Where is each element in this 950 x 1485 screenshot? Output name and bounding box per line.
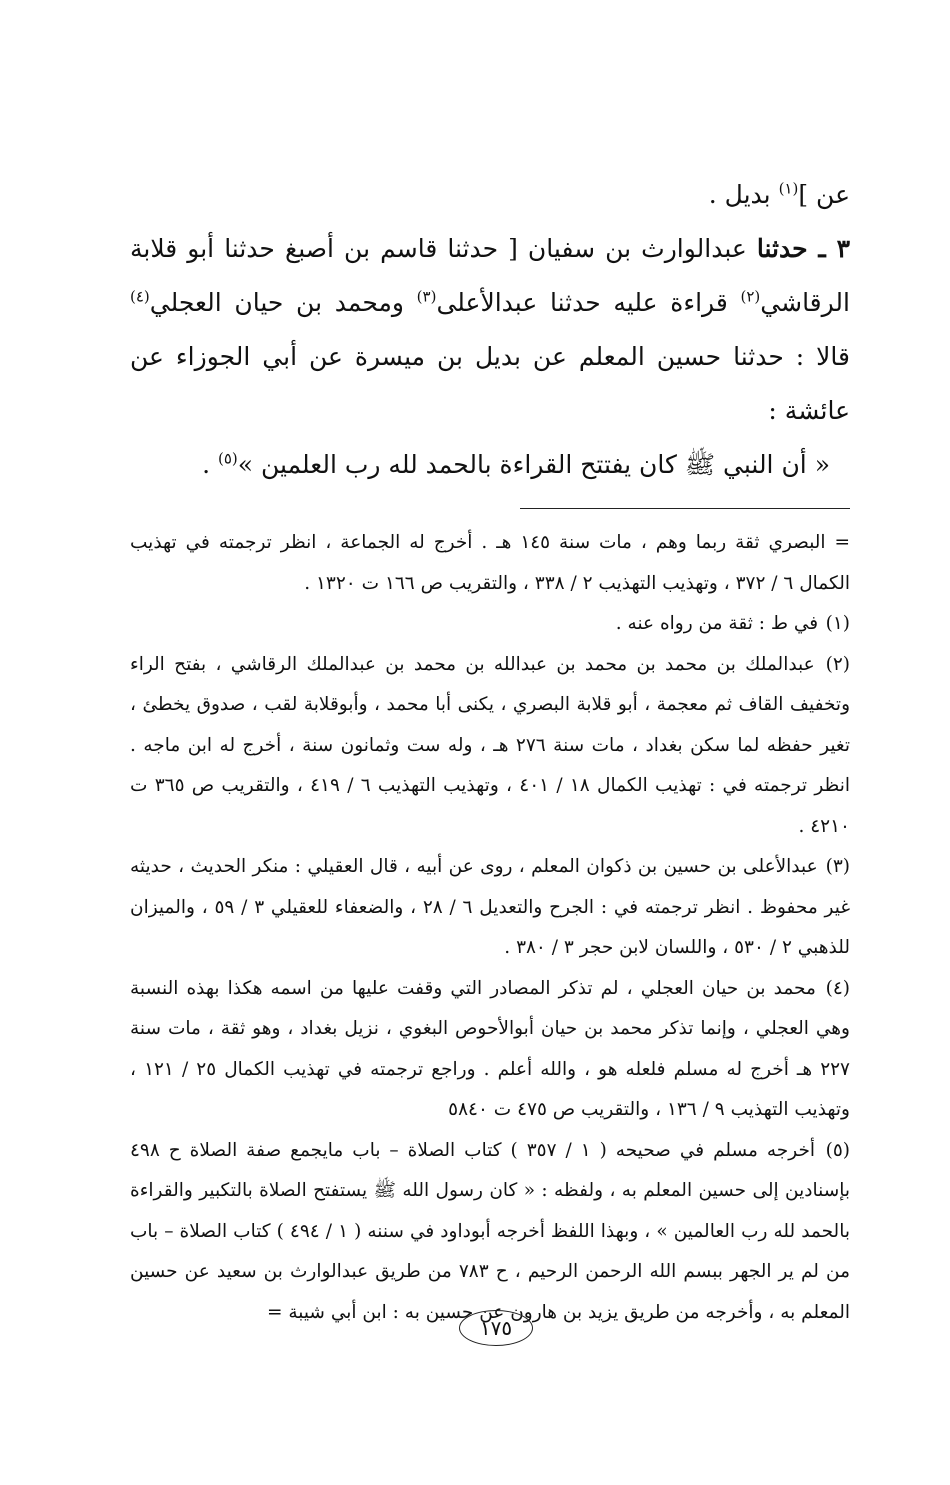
page-number: ١٧٥ (459, 1310, 533, 1346)
footnote-separator (520, 508, 850, 509)
footnote-ref-2: (٢) (740, 287, 761, 306)
footnote-ref-4: (٤) (130, 287, 150, 306)
footnote-continuation (130, 523, 850, 604)
footnote-ref-3: (٣) (416, 287, 437, 306)
footnote-5 (130, 1131, 850, 1334)
footnote-2 (130, 645, 850, 848)
footnote-number: (٢) (825, 653, 850, 675)
page-content (130, 168, 850, 1333)
footnote-1 (130, 604, 850, 645)
para-d: قالا : حدثنا حسين المعلم عن بديل بن ميسرة عن أبي الجوزاء عن عائشة : (130, 342, 850, 425)
footnote-text: في ط : ثقة من رواه عنه . (615, 613, 819, 634)
footnote-text: عبدالأعلى بن حسين بن ذكوان المعلم ، روى عن أبيه ، قال العقيلي : منكر الحديث ، حديثه غير محفوظ . انظر ترجمته في : الجرح والتعديل ٦ / ٢٨ ، والضعفاء للعقيلي ٣ / ٥٩ ، والميزان للذهبي ٢ / ٥٣٠ ، واللسان لابن حجر ٣ / ٣٨٠ . (130, 856, 850, 958)
hadith-heading: ٣ ـ حدثنا (756, 234, 850, 263)
footnote-ref-1: (١) (778, 179, 799, 198)
main-line-1 (130, 168, 850, 222)
line1-text: عن ] (798, 180, 850, 209)
para-c: ومحمد بن حيان العجلي (149, 288, 417, 317)
quote-text: « أن النبي ﷺ كان يفتتح القراءة بالحمد لله رب العلمين » (237, 450, 830, 479)
footnote-4 (130, 969, 850, 1131)
para-b: قراءة عليه حدثنا عبدالأعلى (436, 288, 741, 317)
footnote-text: محمد بن حيان العجلي ، لم تذكر المصادر التي وقفت عليها من اسمه هكذا بهذه النسبة وهي العجلي ، وإنما تذكر محمد بن حيان أبوالأحوص البغوي ، نزيل بغداد ، وهو ثقة ، مات سنة ٢٢٧ هـ أخرج له مسلم فلعله هو ، والله أعلم . وراجع ترجمته في تهذيب الكمال ٢٥ / ١٢١ ، وتهذيب التهذيب ٩ / ١٣٦ ، والتقريب ص ٤٧٥ ت ٥٨٤٠ (130, 977, 850, 1120)
line1-rest: بديل . (708, 180, 779, 209)
footnote-number: (٤) (825, 977, 850, 999)
footnotes (130, 523, 850, 1333)
footnote-number: (٣) (825, 856, 850, 877)
hadith-paragraph (130, 222, 850, 438)
para-a: عبدالوارث بن سفيان [ حدثنا قاسم بن أصبغ حدثنا أبو قلابة الرقاشي (130, 234, 850, 317)
footnote-ref-5: (٥) (217, 449, 238, 468)
footnote-cont-text: = البصري ثقة ربما وهم ، مات سنة ١٤٥ هـ . أخرج له الجماعة ، انظر ترجمته في تهذيب الكمال ٦ / ٣٧٢ ، وتهذيب التهذيب ٢ / ٣٣٨ ، والتقريب ص ١٦٦ ت ١٣٢٠ . (130, 532, 850, 594)
quote-end: . (202, 450, 218, 479)
main-text (130, 168, 850, 492)
footnote-number: (١) (825, 613, 850, 634)
hadith-quote (130, 438, 850, 492)
footnote-number: (٥) (825, 1139, 850, 1161)
footnote-text: عبدالملك بن محمد بن محمد بن عبدالله بن محمد بن عبدالملك الرقاشي ، بفتح الراء وتخفيف القاف ثم معجمة ، أبو قلابة البصري ، يكنى أبا محمد ، وأبوقلابة لقب ، صدوق يخطئ ، تغير حفظه لما سكن بغداد ، مات سنة ٢٧٦ هـ ، وله ست وثمانون سنة ، أخرج له ابن ماجه . انظر ترجمته في : تهذيب الكمال ١٨ / ٤٠١ ، وتهذيب التهذيب ٦ / ٤١٩ ، والتقريب ص ٣٦٥ ت ٤٢١٠ . (130, 653, 850, 837)
footnote-text: أخرجه مسلم في صحيحه ( ١ / ٣٥٧ ) كتاب الصلاة – باب مايجمع صفة الصلاة ح ٤٩٨ بإسنادين إلى حسين المعلم به ، ولفظه : « كان رسول الله ﷺ يستفتح الصلاة بالتكبير والقراءة بالحمد لله رب العالمين » ، وبهذا اللفظ أخرجه أبوداود في سننه ( ١ / ٤٩٤ ) كتاب الصلاة – باب من لم ير الجهر ببسم الله الرحمن الرحيم ، ح ٧٨٣ من طريق عبدالوارث بن سعيد عن حسين المعلم به ، وأخرجه من طريق يزيد بن هارون عن حسين به : ابن أبي شيبة = (130, 1139, 850, 1323)
footnote-3 (130, 847, 850, 969)
